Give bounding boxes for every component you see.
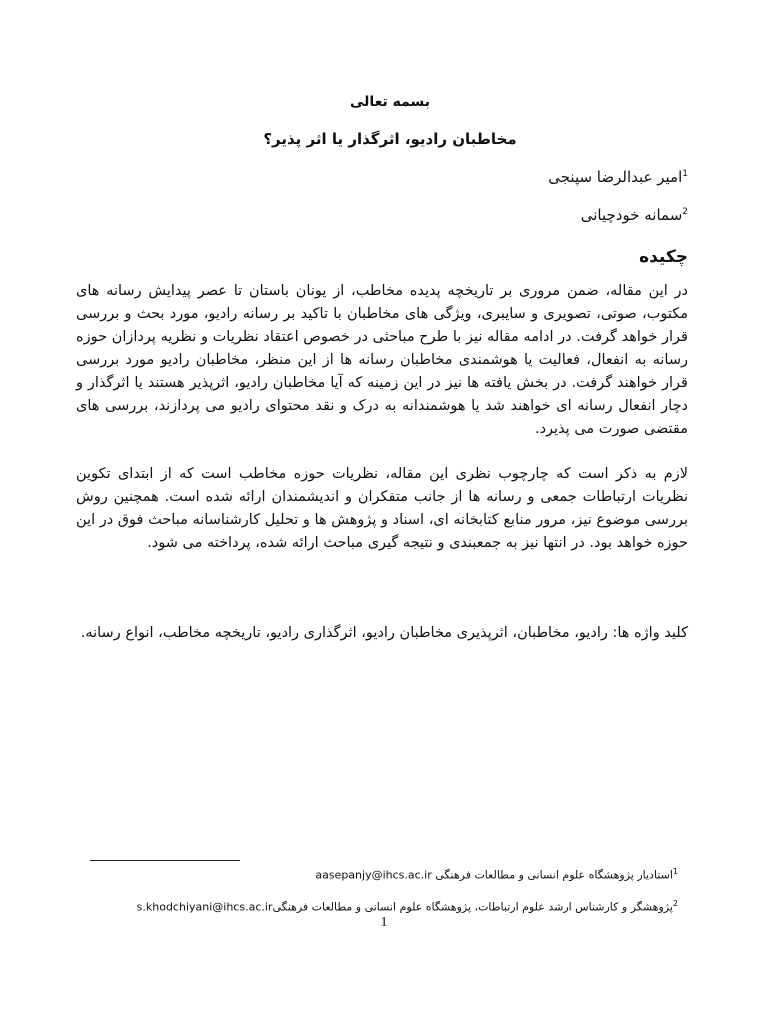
footnote-email: aasepanjy@ihcs.ac.ir xyxy=(315,868,432,882)
abstract-heading: چکیده xyxy=(639,247,688,267)
footnote xyxy=(118,899,678,914)
author-line xyxy=(288,206,688,224)
abstract-paragraph: لازم به ذکر است که چارچوب نظری این مقاله، نظریات حوزه مخاطب است که از ابتدای تکوین نظریات ارتباطات جمعی و رسانه ها از جانب متفکران و اندیشمندان ارائه شده است. همچنین روش بررسی موضوع نیز، مرور منابع کتابخانه ای، اسناد و پژوهش ها و تحلیل کارشناسانه مباحث فوق در این حوزه خواهد بود. در انتها نیز به جمعبندی و نتیجه گیری مباحث ارائه شده، پرداخته می شود. xyxy=(76,466,688,551)
bismillah-heading: بسمه تعالی xyxy=(349,94,431,110)
author-footnote-mark: 2 xyxy=(682,207,688,217)
footnote-mark: 2 xyxy=(672,899,678,908)
article-title: مخاطبان رادیو، اثرگذار یا اثر پذیر؟ xyxy=(263,130,517,148)
author-name: امیر عبدالرضا سپنجی xyxy=(548,168,683,186)
author-footnote-mark: 1 xyxy=(682,169,688,179)
abstract-paragraph: در این مقاله، ضمن مروری بر تاریخچه پدیده مخاطب، از یونان باستان تا عصر پیدایش رسانه های مکتوب، صوتی، تصویری و سایبری، ویژگی های مخاطبان با تاکید بر رسانه رادیو، مورد بحث و بررسی قرار خواهد گرفت. در ادامه مقاله نیز با طرح مباحثی در خصوص اعتقاد نظریات و نظریه پردازان حوزه رسانه به انفعال، فعالیت یا هوشمندی مخاطبان رسانه ها از این منظر، مخاطبان رادیو مورد بررسی قرار خواهند گرفت. در بخش یافته ها نیز در این زمینه که آیا مخاطبان رادیو، اثرپذیر هستند یا اثرگذار و دچار انفعال رسانه ای خواهند شد یا هوشمندانه به درک و نقد محتوای رادیو می پردازند، بررسی های مقتضی صورت می پذیرد. xyxy=(76,283,688,437)
footnote-email: s.khodchiyani@ihcs.ac.ir xyxy=(136,900,273,914)
footnote xyxy=(118,867,678,882)
page-number: 1 xyxy=(380,915,388,930)
keywords-paragraph: کلید واژه ها: رادیو، مخاطبان، اثرپذیری مخاطبان رادیو، اثرگذاری رادیو، تاریخچه مخاطب، انواع رسانه. xyxy=(80,625,688,641)
footnote-text: پژوهشگر و کارشناس ارشد علوم ارتباطات، پژوهشگاه علوم انسانی و مطالعات فرهنگی xyxy=(272,900,673,914)
footnote-text: استادیار پژوهشگاه علوم انسانی و مطالعات فرهنگی xyxy=(435,868,673,882)
author-name: سمانه خودچیانی xyxy=(580,206,683,224)
footnote-mark: 1 xyxy=(672,867,678,876)
footnote-divider xyxy=(90,860,240,861)
author-line xyxy=(288,168,688,186)
